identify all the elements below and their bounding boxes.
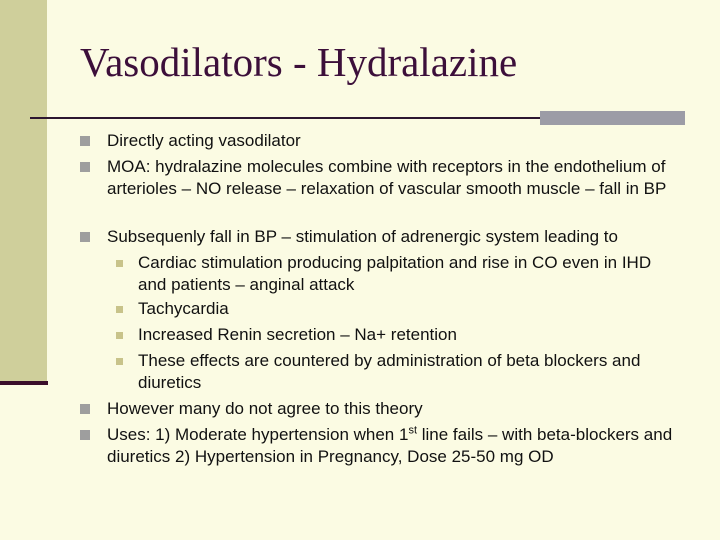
square-bullet-icon xyxy=(80,136,90,146)
bullet-item xyxy=(107,226,697,248)
small-square-bullet-icon xyxy=(116,306,123,313)
bullet-text-part-b: line fails – with beta-blockers and diuretics 2) Hypertension in Pregnancy, Dose 25-50 mg OD xyxy=(107,425,673,466)
square-bullet-icon xyxy=(80,162,90,172)
bullet-text: Subsequenly fall in BP – stimulation of adrenergic system leading to xyxy=(107,227,618,246)
bullet-superscript: st xyxy=(408,424,418,437)
bullet-item xyxy=(107,156,697,200)
sub-bullet-item xyxy=(138,350,678,394)
sub-bullet-text: Cardiac stimulation producing palpitation and rise in CO even in IHD and patients – anginal attack xyxy=(138,253,652,294)
small-square-bullet-icon xyxy=(116,332,123,339)
square-bullet-icon xyxy=(80,232,90,242)
bullet-text: However many do not agree to this theory xyxy=(107,399,423,418)
sub-bullet-text: Increased Renin secretion – Na+ retention xyxy=(138,325,457,344)
slide-title: Vasodilators - Hydralazine xyxy=(80,39,518,85)
sub-bullet-item xyxy=(138,324,678,346)
sub-bullet-item xyxy=(138,252,678,296)
bullet-text-part-a: Uses: 1) Moderate hypertension when 1 xyxy=(107,425,409,444)
bullet-text: Directly acting vasodilator xyxy=(107,131,301,150)
sub-bullet-item xyxy=(138,298,678,320)
bullet-item xyxy=(107,398,697,420)
square-bullet-icon xyxy=(80,430,90,440)
sub-bullet-text: These effects are countered by administration of beta blockers and diuretics xyxy=(138,351,641,392)
bullet-item xyxy=(107,130,697,152)
bullet-item xyxy=(107,424,697,468)
small-square-bullet-icon xyxy=(116,358,123,365)
sub-bullet-text: Tachycardia xyxy=(138,299,229,318)
small-square-bullet-icon xyxy=(116,260,123,267)
bullet-text: MOA: hydralazine molecules combine with receptors in the endothelium of arterioles – NO release – relaxation of vascular smooth muscle – fall in BP xyxy=(107,157,667,198)
square-bullet-icon xyxy=(80,404,90,414)
